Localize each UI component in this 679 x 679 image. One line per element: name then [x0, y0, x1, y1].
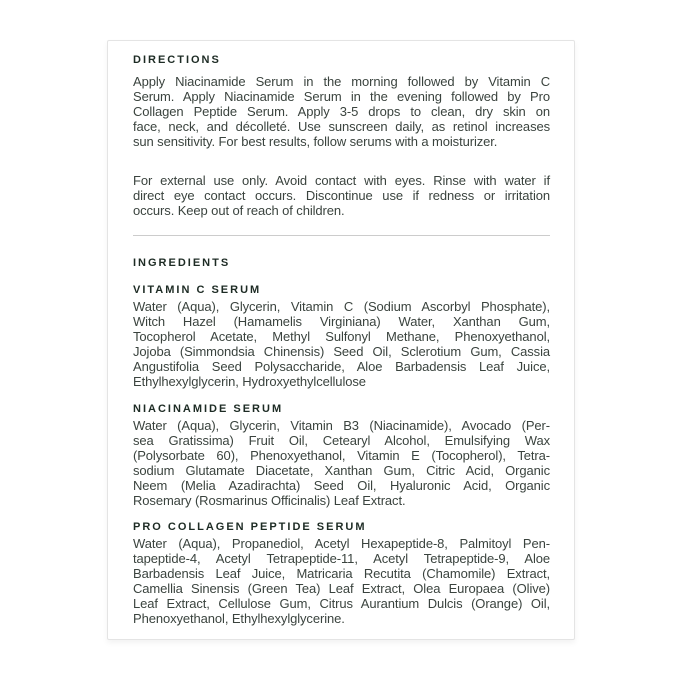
ingredient-section-niacinamide	[133, 403, 550, 508]
ingredients-heading: INGREDIENTS	[133, 257, 231, 269]
section-divider	[133, 235, 550, 236]
ingredient-list: Water (Aqua), Propanediol, Acetyl Hexapeptide-8, Palmitoyl Pen- tapeptide-4, Acetyl Tetrapeptide-11, Acetyl Tetrapeptide-9, Aloe Barbadensis Leaf Juice, Matricaria Recutita (Chamomile) Extract, Camellia Sinensis (Green Tea) Leaf Extract, Olea Europaea (Olive) Leaf Extract, Cellulose Gum, Citrus Aurantium Dulcis (Orange) Oil, Phenoxyethanol, Ethylhexylglycerine.	[133, 536, 550, 626]
ingredient-list: Water (Aqua), Glycerin, Vitamin C (Sodium Ascorbyl Phosphate), Witch Hazel (Hamamelis Virginiana) Water, Xanthan Gum, Tocopherol Acetate, Methyl Sulfonyl Methane, Phenoxyethanol, Jojoba (Simmondsia Chinensis) Seed Oil, Sclerotium Gum, Cassia Angustifolia Seed Polysaccharide, Aloe Barbadensis Leaf Juice, Ethylhexylglycerin, Hydroxyethylcellulose	[133, 299, 550, 389]
ingredient-section-title: NIACINAMIDE SERUM	[133, 403, 284, 415]
ingredient-list: Water (Aqua), Glycerin, Vitamin B3 (Niacinamide), Avocado (Per- sea Gratissima) Fruit Oil, Cetearyl Alcohol, Emulsifying Wax (Polysorbate 60), Phenoxyethanol, Vitamin E (Tocopherol), Tetra- sodium Glutamate Diacetate, Xanthan Gum, Citric Acid, Organic Neem (Melia Azadirachta) Seed Oil, Hyaluronic Acid, Organic Rosemary (Rosmarinus Officinalis) Leaf Extract.	[133, 418, 550, 508]
product-info-card	[107, 40, 575, 640]
ingredient-section-pro-collagen	[133, 521, 550, 626]
ingredient-section-title: VITAMIN C SERUM	[133, 284, 262, 296]
ingredient-section-title: PRO COLLAGEN PEPTIDE SERUM	[133, 521, 367, 533]
directions-heading: DIRECTIONS	[133, 54, 221, 66]
directions-paragraph: Apply Niacinamide Serum in the morning followed by Vitamin C Serum. Apply Niacinamide Serum in the evening followed by Pro Collagen Peptide Serum. Apply 3-5 drops to clean, dry skin on face, neck, and décolleté. Use sunscreen daily, as retinol increases sun sensitivity. For best results, follow serums with a moisturizer.	[133, 74, 550, 149]
ingredient-section-vitamin-c	[133, 284, 550, 389]
warning-paragraph: For external use only. Avoid contact with eyes. Rinse with water if direct eye contact occurs. Discontinue use if redness or irritation occurs. Keep out of reach of children.	[133, 173, 550, 218]
